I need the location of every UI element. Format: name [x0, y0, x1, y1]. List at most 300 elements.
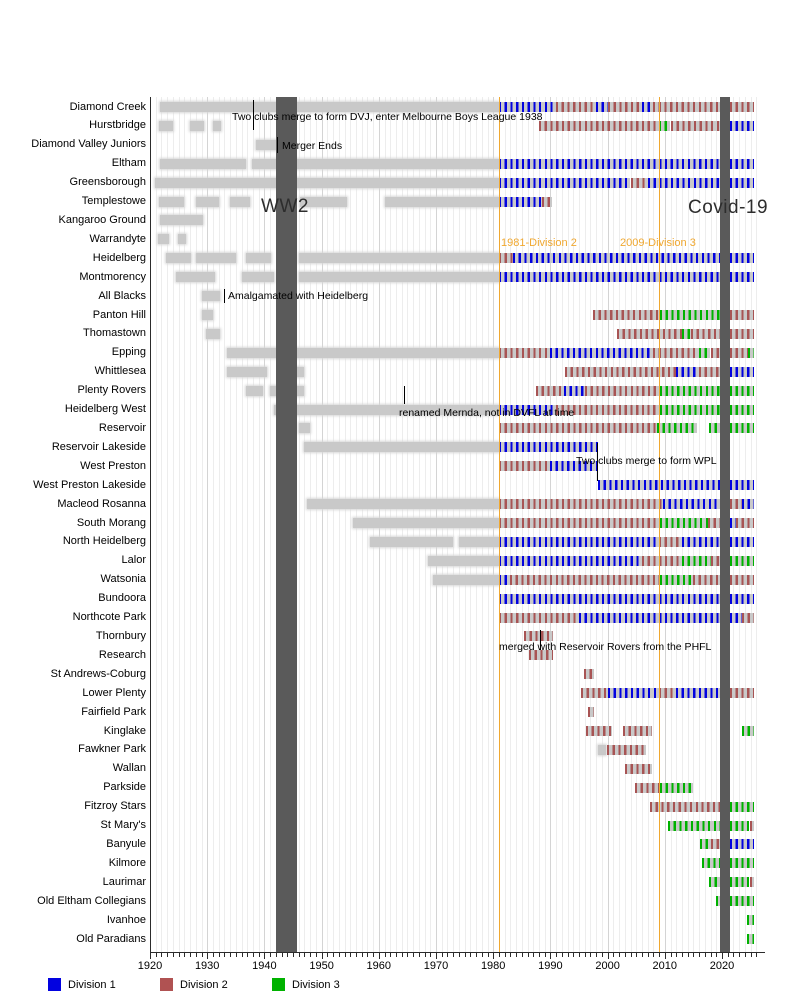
x-axis-tick	[362, 953, 363, 957]
x-axis-tick	[516, 953, 517, 957]
x-axis-tick	[350, 953, 351, 957]
bar-segment-div3	[660, 783, 693, 793]
bar-segment-div1	[663, 499, 720, 509]
bar-segment-gray	[459, 537, 499, 547]
club-label: Kangaroo Ground	[58, 213, 146, 226]
bar-segment-div1	[730, 537, 754, 547]
x-axis-tick	[161, 953, 162, 957]
bar-segment-div2	[730, 499, 742, 509]
bar-segment-div3	[660, 575, 694, 585]
club-label: Reservoir Lakeside	[51, 440, 146, 453]
bar-segment-gray	[296, 386, 305, 396]
annotation-text: Amalgamated with Heidelberg	[228, 290, 369, 302]
club-label: Lalor	[121, 554, 146, 567]
bar-segment-gray	[176, 272, 215, 282]
division-1-swatch-icon	[48, 978, 61, 991]
bar-segment-div1	[730, 178, 754, 188]
x-axis-tick	[322, 953, 323, 959]
x-axis-tick	[156, 953, 157, 957]
x-axis-tick	[739, 953, 740, 957]
bar-segment-div2	[586, 726, 612, 736]
x-axis-tick	[236, 953, 237, 957]
x-axis-tick	[505, 953, 506, 957]
bar-segment-div2	[693, 575, 719, 585]
legend-label: Division 2	[180, 979, 228, 991]
bar-segment-div1	[596, 102, 607, 112]
x-axis-tick	[716, 953, 717, 957]
division-year-label: 1981-Division 2	[501, 237, 577, 249]
bar-segment-div3	[660, 310, 720, 320]
x-axis-tick	[590, 953, 591, 957]
bar-segment-gray	[230, 197, 250, 207]
x-axis-tick	[390, 953, 391, 957]
club-label: Heidelberg	[92, 251, 146, 264]
club-label: Watsonia	[100, 573, 146, 586]
x-axis-tick-label: 2020	[709, 960, 735, 972]
bar-segment-gray	[160, 159, 246, 169]
covid-19-band	[720, 97, 730, 952]
bar-segment-div2	[642, 556, 682, 566]
bar-segment-div2	[671, 121, 720, 131]
bar-segment-gray	[433, 575, 499, 585]
x-axis-tick	[367, 953, 368, 957]
club-label: Northcote Park	[72, 611, 146, 624]
x-axis-tick	[608, 953, 609, 959]
year-gridline	[253, 97, 254, 952]
bar-segment-div3	[748, 348, 754, 358]
year-gridline	[345, 97, 346, 952]
year-gridline	[156, 97, 157, 952]
bar-segment-div1	[642, 102, 653, 112]
x-axis-tick	[711, 953, 712, 957]
bar-segment-div2	[510, 575, 659, 585]
bar-segment-div2	[581, 688, 609, 698]
bar-segment-gray	[296, 367, 305, 377]
bar-segment-gray	[385, 197, 499, 207]
x-axis-tick	[299, 953, 300, 957]
bar-segment-gray	[213, 121, 222, 131]
bar-segment-div3	[730, 858, 754, 868]
bar-segment-gray	[299, 272, 499, 282]
club-label: Eltham	[111, 157, 146, 170]
club-label: Kinglake	[103, 724, 146, 737]
x-axis-tick-label: 1970	[423, 960, 449, 972]
club-label: South Morang	[76, 516, 146, 529]
bar-segment-gray	[160, 215, 204, 225]
bar-segment-div2	[623, 726, 652, 736]
x-axis-tick	[276, 953, 277, 957]
bar-segment-div2	[708, 518, 720, 528]
bar-segment-div2	[659, 688, 676, 698]
x-axis-tick	[648, 953, 649, 957]
bar-segment-gray	[304, 442, 499, 452]
club-label: Kilmore	[108, 856, 146, 869]
bar-segment-div3	[709, 877, 720, 887]
bar-segment-div2	[588, 707, 594, 717]
bar-segment-div2	[536, 386, 564, 396]
bar-segment-div1	[676, 367, 699, 377]
x-axis-tick	[224, 953, 225, 957]
x-axis-tick	[202, 953, 203, 957]
club-label: Old Eltham Collegians	[37, 894, 146, 907]
bar-segment-div1	[499, 575, 510, 585]
bar-segment-gray	[256, 140, 278, 150]
x-axis-tick	[470, 953, 471, 957]
division-year-line	[499, 97, 500, 952]
x-axis-tick	[327, 953, 328, 957]
x-axis-tick-label: 1980	[480, 960, 506, 972]
bar-segment-div3	[659, 121, 670, 131]
year-gridline	[219, 97, 220, 952]
ww2-label: WW2	[261, 196, 309, 217]
x-axis-tick	[659, 953, 660, 957]
x-axis-tick	[493, 953, 494, 959]
bar-segment-gray	[299, 253, 499, 263]
bar-segment-gray	[246, 253, 271, 263]
bar-segment-div3	[730, 802, 754, 812]
year-gridline	[270, 97, 271, 952]
bar-segment-div3	[730, 386, 754, 396]
bar-segment-div2	[711, 348, 720, 358]
legend-label: Division 1	[68, 979, 116, 991]
bar-segment-gray	[307, 499, 499, 509]
x-axis-tick-label: 1950	[309, 960, 334, 972]
bar-segment-div1	[730, 594, 754, 604]
x-axis-tick	[270, 953, 271, 957]
x-axis-tick	[407, 953, 408, 957]
year-gridline	[299, 97, 300, 952]
bar-segment-div3	[660, 518, 708, 528]
year-gridline	[213, 97, 214, 952]
covid-19-label: Covid-19	[688, 197, 769, 218]
x-axis-tick	[213, 953, 214, 957]
club-label: Research	[98, 648, 146, 661]
annotation-tick	[224, 289, 225, 303]
x-axis-tick	[453, 953, 454, 957]
bar-segment-gray	[206, 329, 220, 339]
x-axis-tick	[682, 953, 683, 957]
year-gridline	[310, 97, 311, 952]
club-label: Montmorency	[79, 270, 146, 283]
bar-segment-div1	[730, 253, 754, 263]
x-axis-tick	[396, 953, 397, 957]
x-axis-tick	[545, 953, 546, 957]
annotation-text: merged with Reservoir Rovers from the PHFL	[499, 641, 712, 653]
x-axis-tick	[459, 953, 460, 957]
x-axis-tick	[613, 953, 614, 957]
bar-segment-div2	[593, 310, 660, 320]
bar-segment-div2	[524, 631, 553, 641]
x-axis-tick	[579, 953, 580, 957]
bar-segment-gray	[370, 537, 453, 547]
bar-segment-div2	[584, 669, 595, 679]
bar-segment-div1	[499, 442, 599, 452]
bar-segment-gray	[299, 423, 310, 433]
club-label: All Blacks	[98, 289, 146, 302]
club-label: Plenty Rovers	[77, 384, 146, 397]
x-axis-tick	[207, 953, 208, 959]
bar-segment-div1	[499, 594, 720, 604]
bar-segment-div2	[625, 764, 652, 774]
year-gridline	[224, 97, 225, 952]
x-axis-tick-label: 2000	[595, 960, 620, 972]
bar-segment-div3	[730, 877, 749, 887]
bar-segment-div2	[653, 348, 699, 358]
bar-segment-div1	[499, 178, 631, 188]
bar-segment-div2	[499, 518, 660, 528]
x-axis-tick	[522, 953, 523, 957]
year-gridline	[264, 97, 265, 952]
club-label: Bundoora	[98, 592, 146, 605]
bar-segment-div2	[556, 102, 596, 112]
x-axis-tick	[482, 953, 483, 957]
x-axis-tick	[247, 953, 248, 957]
club-label: Heidelberg West	[64, 403, 146, 416]
x-axis-tick	[379, 953, 380, 959]
bar-segment-div2	[499, 423, 657, 433]
x-axis-tick	[705, 953, 706, 957]
bar-segment-div1	[499, 272, 720, 282]
bar-segment-div2	[730, 688, 754, 698]
club-label: Thomastown	[83, 327, 146, 340]
bar-segment-div1	[742, 499, 754, 509]
bar-segment-gray	[428, 556, 499, 566]
year-gridline	[247, 97, 248, 952]
x-axis-tick	[653, 953, 654, 957]
bar-segment-gray	[155, 178, 499, 188]
club-label: Fawkner Park	[78, 743, 146, 756]
bar-segment-gray	[227, 367, 267, 377]
bar-segment-div3	[668, 821, 720, 831]
x-axis-tick	[190, 953, 191, 957]
x-axis-tick	[447, 953, 448, 957]
bar-segment-div2	[691, 329, 720, 339]
bar-segment-div1	[730, 613, 742, 623]
bar-segment-gray	[598, 745, 606, 755]
club-label: Epping	[111, 346, 146, 359]
x-axis-tick-label: 1960	[366, 960, 392, 972]
bar-segment-gray	[353, 518, 499, 528]
bar-segment-div1	[564, 386, 585, 396]
bar-segment-div1	[730, 367, 754, 377]
x-axis-tick	[316, 953, 317, 957]
bar-segment-div3	[682, 556, 711, 566]
bar-segment-div3	[702, 858, 720, 868]
bar-segment-div2	[631, 178, 648, 188]
bar-segment-div3	[699, 348, 710, 358]
bar-segment-div1	[730, 121, 754, 131]
x-axis-tick	[671, 953, 672, 957]
legend-label: Division 3	[292, 979, 340, 991]
bar-segment-gray	[178, 234, 186, 244]
bar-segment-div1	[676, 688, 720, 698]
bar-segment-div3	[730, 896, 754, 906]
x-axis-tick	[562, 953, 563, 957]
bar-segment-div1	[499, 197, 542, 207]
x-axis-tick	[356, 953, 357, 957]
x-axis-tick	[425, 953, 426, 957]
club-label: West Preston Lakeside	[33, 478, 146, 491]
x-axis-tick	[310, 953, 311, 957]
x-axis-tick	[676, 953, 677, 957]
club-label: Greensborough	[69, 176, 146, 189]
bar-segment-gray	[202, 291, 221, 301]
bar-segment-gray	[159, 197, 185, 207]
x-axis-tick	[476, 953, 477, 957]
bar-segment-div2	[699, 367, 720, 377]
club-label: Warrandyte	[89, 232, 146, 245]
division-year-line	[659, 97, 660, 952]
bar-segment-div1	[499, 159, 720, 169]
bar-segment-div3	[747, 934, 754, 944]
x-axis-tick	[242, 953, 243, 957]
club-label: North Heidelberg	[62, 535, 146, 548]
x-axis-tick	[699, 953, 700, 957]
x-axis-tick	[293, 953, 294, 957]
x-axis-tick	[442, 953, 443, 957]
bar-segment-div1	[730, 159, 754, 169]
year-gridline	[207, 97, 208, 952]
annotation-text: Two clubs merge to form DVJ, enter Melbourne Boys League 1938	[232, 111, 543, 123]
x-axis-tick	[693, 953, 694, 957]
annotation-text: renamed Mernda, not in DVFL at time	[399, 407, 575, 419]
bar-segment-div2	[499, 499, 663, 509]
bar-segment-div2	[750, 821, 755, 831]
bar-segment-div1	[730, 839, 754, 849]
x-axis-tick	[568, 953, 569, 957]
x-axis-tick	[585, 953, 586, 957]
x-axis-tick	[333, 953, 334, 957]
x-axis-tick	[184, 953, 185, 957]
x-axis-tick	[219, 953, 220, 957]
x-axis-tick	[465, 953, 466, 957]
x-axis-tick	[150, 953, 151, 959]
club-label: Banyule	[106, 837, 146, 850]
bar-segment-div1	[513, 253, 720, 263]
bar-segment-gray	[246, 386, 263, 396]
year-gridline	[756, 97, 757, 952]
bar-segment-div2	[711, 839, 720, 849]
club-label: Wallan	[112, 762, 146, 775]
bar-segment-div2	[617, 329, 682, 339]
x-axis-tick	[259, 953, 260, 957]
x-axis-tick	[345, 953, 346, 957]
x-axis-tick	[751, 953, 752, 957]
year-gridline	[242, 97, 243, 952]
division-year-label: 2009-Division 3	[620, 237, 696, 249]
club-label: Fitzroy Stars	[84, 800, 146, 813]
x-axis-tick	[173, 953, 174, 957]
club-label: St Andrews-Coburg	[50, 667, 146, 680]
x-axis-tick	[756, 953, 757, 957]
bar-segment-div2	[635, 783, 660, 793]
bar-segment-div2	[730, 348, 748, 358]
x-axis-tick	[665, 953, 666, 959]
bar-segment-div2	[711, 556, 720, 566]
bar-segment-div1	[682, 537, 720, 547]
bar-segment-div2	[653, 102, 719, 112]
bar-segment-div1	[579, 613, 720, 623]
x-axis-tick	[287, 953, 288, 957]
year-gridline	[327, 97, 328, 952]
bar-segment-gray	[202, 310, 213, 320]
x-axis-tick	[436, 953, 437, 959]
legend	[0, 975, 800, 999]
year-gridline	[350, 97, 351, 952]
x-axis-tick	[402, 953, 403, 957]
bar-segment-gray	[196, 197, 219, 207]
x-axis-tick	[631, 953, 632, 957]
club-label: Fairfield Park	[81, 705, 146, 718]
club-label: Parkside	[103, 781, 146, 794]
bar-segment-gray	[227, 348, 499, 358]
bar-segment-div2	[730, 102, 754, 112]
club-label: Thornbury	[95, 629, 146, 642]
x-axis-tick	[539, 953, 540, 957]
bar-segment-div2	[742, 613, 754, 623]
x-axis-tick	[596, 953, 597, 957]
bar-segment-div3	[660, 386, 720, 396]
year-gridline	[236, 97, 237, 952]
x-axis-tick-label: 1920	[137, 960, 163, 972]
year-gridline	[339, 97, 340, 952]
bar-segment-div1	[550, 348, 653, 358]
bar-segment-div3	[730, 423, 754, 433]
bar-segment-div3	[747, 915, 754, 925]
x-axis-tick	[499, 953, 500, 957]
club-label: Hurstbridge	[89, 119, 146, 132]
club-label: Ivanhoe	[106, 913, 146, 926]
year-gridline	[230, 97, 231, 952]
bar-segment-gray	[196, 253, 236, 263]
x-axis-tick	[196, 953, 197, 957]
x-axis-tick	[625, 953, 626, 957]
annotation-tick	[277, 137, 278, 153]
bar-segment-div2	[539, 121, 659, 131]
x-axis-tick	[556, 953, 557, 957]
y-axis-line	[150, 97, 151, 952]
club-label: Reservoir	[98, 421, 146, 434]
x-axis-tick	[304, 953, 305, 957]
x-axis-tick	[167, 953, 168, 957]
bar-segment-div3	[709, 423, 720, 433]
x-axis-tick	[430, 953, 431, 957]
x-axis-tick	[339, 953, 340, 957]
bar-segment-gray	[242, 272, 274, 282]
bar-segment-div1	[499, 537, 659, 547]
x-axis-tick	[385, 953, 386, 957]
x-axis-tick	[488, 953, 489, 957]
x-axis-tick	[264, 953, 265, 959]
bar-segment-gray	[166, 253, 191, 263]
x-axis-tick	[728, 953, 729, 957]
bar-segment-div3	[742, 726, 754, 736]
x-axis-tick	[636, 953, 637, 957]
bar-segment-div3	[660, 405, 720, 415]
x-axis-tick	[642, 953, 643, 957]
club-label: Panton Hill	[92, 308, 146, 321]
club-label: Diamond Creek	[69, 100, 146, 113]
x-axis-tick	[528, 953, 529, 957]
x-axis-tick	[745, 953, 746, 957]
x-axis-tick	[573, 953, 574, 957]
division-3-swatch-icon	[272, 978, 285, 991]
club-label: Macleod Rosanna	[57, 497, 146, 510]
ww2-band	[276, 97, 297, 952]
bar-segment-div1	[730, 272, 754, 282]
club-label: St Mary's	[100, 819, 146, 832]
bar-segment-div2	[607, 745, 647, 755]
